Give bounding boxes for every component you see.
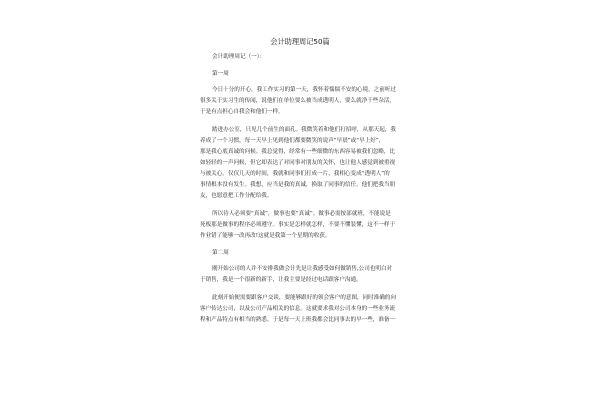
- paragraph-line: 如轻轻的一声问候，但它却表达了对同事对朋友的关怀，也让他人感觉到被重视: [200, 160, 396, 166]
- paragraph-line: 于是有点担心自我会和他们一样。: [200, 109, 284, 115]
- paragraph-line: 刚开始公司的人并不安排我做会计先是让我感受如何做销售,公司也明白对: [212, 266, 393, 272]
- subtitle: 会计助理周记（一）：: [212, 54, 266, 60]
- paragraph-line: 那是我心底真诚的问候。我总觉得，经常有一些细微的东西容易被我们忽略，比: [200, 149, 396, 155]
- paragraph-line: 养成了一个习惯，每一天早上见到他们都要微笑的说声“早晨”或“早上好”，: [200, 138, 385, 144]
- paragraph-line: 事情根本没有发生。我想，应当是我的真诚，换取了同事的信任。他们把我当朋: [200, 182, 396, 188]
- paragraph-line: 今日十分的开心，我工作实习的第一天，我怀着惴惴不安的心境，之前听过: [212, 87, 396, 93]
- paragraph-line: 死板那是做事的程序必须遵守。事实是怎样就怎样，不要不懂装懂，这不一样于: [200, 222, 396, 228]
- paragraph-line: 此刻开始便需要跟客户交谈，要能够跟好的领会客户的意图，同时准确的向: [212, 295, 396, 301]
- paragraph-line: 所以待人必须要“真诚”，做事也要“真诚”。做事必需按部就班，不能说是: [212, 211, 391, 217]
- paragraph-line: 作业错了能够一改再改!这就是我第一个星期的收获。: [200, 233, 331, 239]
- paragraph-line: 踏进办公室，只见几个前生的面孔。我微笑着和他们打招呼，从那天起，我: [212, 127, 396, 133]
- paragraph-line: 于销售，我是一个很新的新手，让我主要是经过电话跟客户沟通。: [200, 277, 362, 283]
- paragraph-line: 客户传达公司，以及公司产品相关的信息。这就要求我对公司本身的一些业务流: [200, 306, 396, 312]
- document-title: 会计助理周记50篇: [270, 37, 330, 46]
- document-page: [200, 0, 400, 400]
- paragraph-line: 友，也愿意把工作分配给我。: [200, 193, 273, 199]
- week2-heading: 第二周: [212, 250, 229, 256]
- paragraph-line: 很多关于实习生的传闻，说他们在单位要么被当成透明人，要么就净干些杂活，: [200, 98, 396, 104]
- paragraph-line: 与被关心。仅仅几天的时间，我就和同事们打成一片，我相心变成“透明人”的: [200, 171, 390, 177]
- week1-heading: 第一周: [212, 71, 229, 77]
- paragraph-line: 程和产品特点有相当的熟悉。于是每一天上班我都会比同事去的早一些，准备一: [200, 317, 396, 323]
